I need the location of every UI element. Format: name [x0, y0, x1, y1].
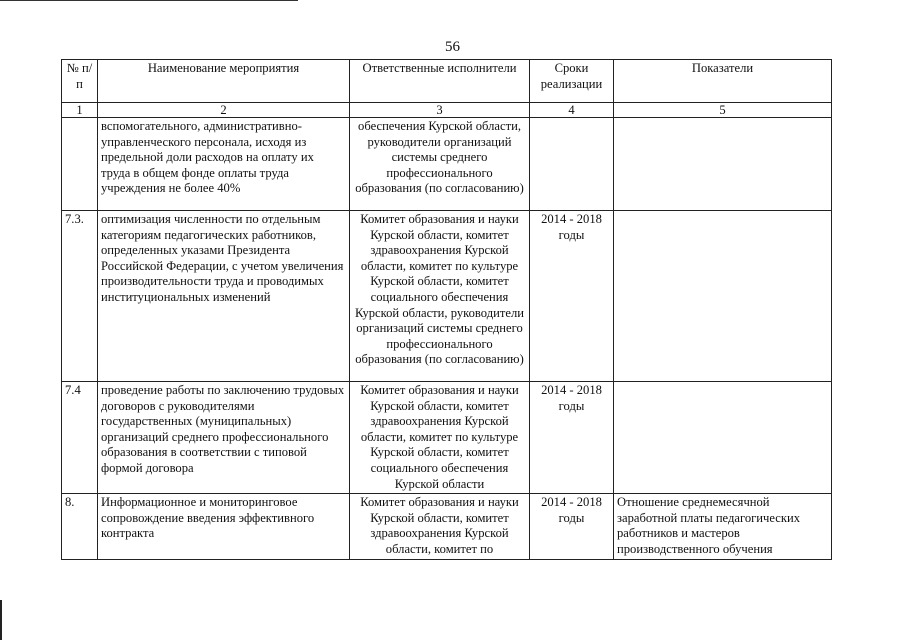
top-rule	[0, 0, 298, 1]
row-terms	[530, 118, 614, 211]
row-terms: 2014 - 2018 годы	[530, 494, 614, 559]
column-number: 2	[98, 103, 350, 118]
row-name: проведение работы по заключению трудовых договоров с руководителями государственных (муниципальных) организаций среднего профессионального образования в соответствии с типовой формой договора	[98, 382, 350, 494]
header-name: Наименование мероприятия	[98, 60, 350, 103]
row-indicators	[614, 211, 832, 382]
column-number: 3	[350, 103, 530, 118]
row-executors: Комитет образования и науки Курской области, комитет здравоохранения Курской области, комитет по	[350, 494, 530, 559]
row-indicators: Отношение среднемесячной заработной платы педагогических работников и мастеров производственного обучения	[614, 494, 832, 559]
column-number-row	[62, 103, 832, 118]
row-indicators	[614, 382, 832, 494]
column-number: 5	[614, 103, 832, 118]
column-number: 4	[530, 103, 614, 118]
scan-edge-mark	[0, 600, 2, 640]
row-executors: Комитет образования и науки Курской области, комитет здравоохранения Курской области, комитет по культуре Курской области, комитет социального обеспечения Курской области	[350, 382, 530, 494]
row-indicators	[614, 118, 832, 211]
row-terms: 2014 - 2018 годы	[530, 382, 614, 494]
table-row	[62, 118, 832, 211]
row-executors: Комитет образования и науки Курской области, комитет здравоохранения Курской области, комитет по культуре Курской области, комитет социального обеспечения Курской области, руководители организаций системы среднего профессионального образования (по согласованию)	[350, 211, 530, 382]
row-name: оптимизация численности по отдельным категориям педагогических работников, определенных указами Президента Российской Федерации, с учетом увеличения производительности труда и проводимых институциональных изменений	[98, 211, 350, 382]
row-executors: обеспечения Курской области, руководители организаций системы среднего профессионального образования (по согласованию)	[350, 118, 530, 211]
column-number: 1	[62, 103, 98, 118]
table-row	[62, 211, 832, 382]
row-num: 7.4	[62, 382, 98, 494]
row-num: 8.	[62, 494, 98, 559]
row-terms: 2014 - 2018 годы	[530, 211, 614, 382]
header-num: № п/п	[62, 60, 98, 103]
row-name: вспомогательного, административно-управленческого персонала, исходя из предельной доли расходов на оплату их труда в общем фонде оплаты труда учреждения не более 40%	[98, 118, 350, 211]
row-name: Информационное и мониторинговое сопровождение введения эффективного контракта	[98, 494, 350, 559]
page-number: 56	[445, 39, 460, 55]
row-num: 7.3.	[62, 211, 98, 382]
row-num	[62, 118, 98, 211]
table-row	[62, 494, 832, 559]
header-terms: Сроки реализации	[530, 60, 614, 103]
table-header-row	[62, 60, 832, 103]
table-row	[62, 382, 832, 494]
header-executors: Ответственные исполнители	[350, 60, 530, 103]
plan-table	[61, 59, 832, 560]
header-indicators: Показатели	[614, 60, 832, 103]
